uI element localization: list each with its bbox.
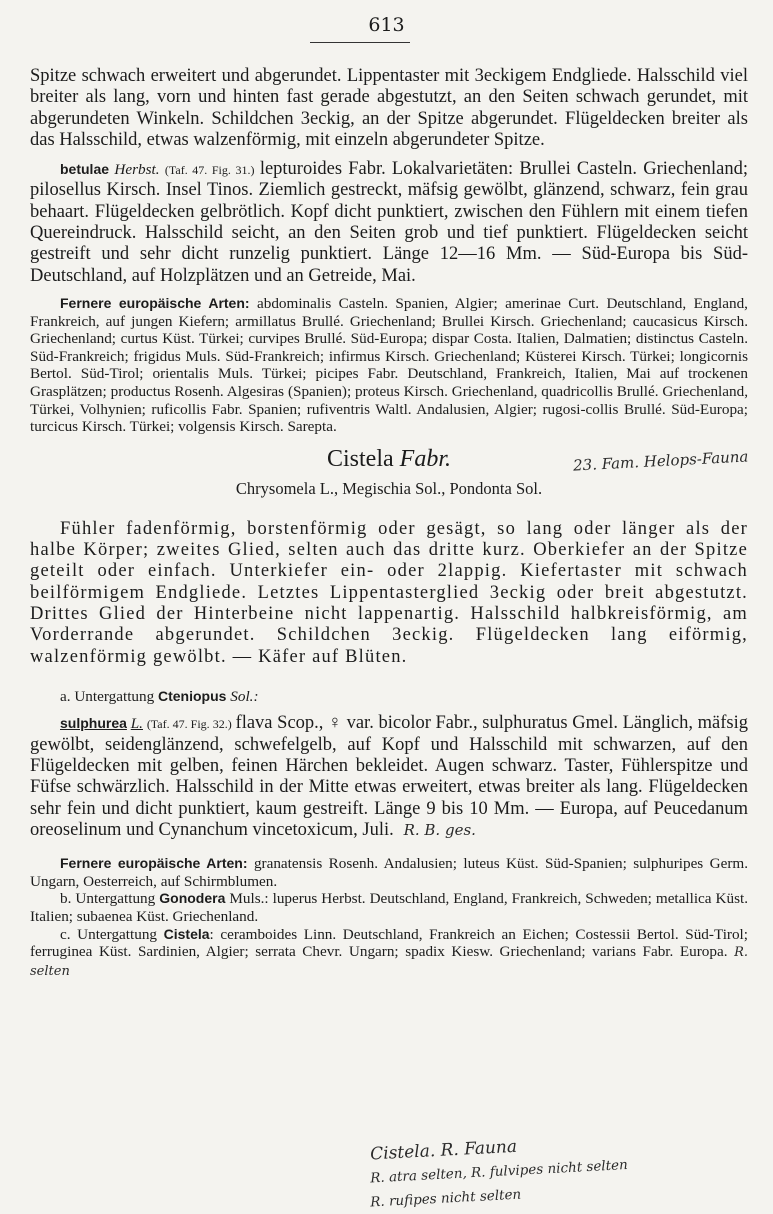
species-name: betulae xyxy=(60,161,110,178)
plate-ref: (Taf. 47. Fig. 32.) xyxy=(146,717,232,732)
genus-heading xyxy=(30,446,748,473)
paragraph-continuation: Spitze schwach erweitert und abgerundet. Lippentaster mit 3eckigem Endgliede. Halsschild viel breiter als lang, vorn und hinten fast gerade abgestutzt, an den Seiten schwach gerundet, mit abgerundeten Winkeln. Schildchen 3eckig, an der Spitze abgerundet. Flügeldecken breiter als das Halsschild, etwas walzenförmig, mit einzeln abgerundeter Spitze. xyxy=(30,66,748,150)
species-description: lepturoides Fabr. Lokalvarietäten: Brullei Casteln. Griechenland; pilosellus Kirsch. Insel Tinos. Ziemlich gestreckt, mäfsig gewölbt, glänzend, schwarz, fein grau behaart. Flügeldecken gelbrötlich. Kopf dicht punktiert, zwischen den Fühlern mit einem tiefen Quereindruck. Halsschild seicht, an den Seiten grob und tief punktiert. Flügeldecken seicht gestreift und sehr dicht runzelig punktiert. Länge 12—16 Mm. — Süd-Europa bis Süd-Deutschland, auf Holzplätzen und an Getreide, Mai. xyxy=(30,159,749,286)
page-body xyxy=(30,66,748,980)
subgenus-a xyxy=(30,688,748,706)
species-sulphurea xyxy=(30,713,748,841)
handwritten-line: Cistela. R. Fauna xyxy=(369,1136,518,1165)
genus-title xyxy=(327,446,451,472)
genus-author: Fabr. xyxy=(399,445,451,472)
page-number-rule xyxy=(310,42,410,43)
further-species-2 xyxy=(30,855,748,890)
handwritten-line: R. atra selten, R. fulvipes nicht selten xyxy=(369,1156,629,1187)
subgenus-c xyxy=(30,926,748,981)
subgenus-species: Muls.: luperus Herbst. Deutschland, England, Frankreich, Schweden; metallica Küst. Italien; subaenea Küst. Griechenland. xyxy=(30,890,749,925)
subgenus-name: Gonodera xyxy=(159,890,226,907)
plate-ref: (Taf. 47. Fig. 31.) xyxy=(164,163,255,178)
species-author: Herbst. xyxy=(114,161,160,179)
handwritten-note: R. B. ges. xyxy=(403,820,476,839)
species-betulae xyxy=(30,159,748,287)
subgenus-name: Cistela xyxy=(163,925,210,942)
handwritten-inline-note: R. selten xyxy=(30,945,748,979)
further-species-list: granatensis Rosenh. Andalusien; luteus Küst. Süd-Spanien; sulphuripes Germ. Ungarn, Oesterreich, auf Schirmblumen. xyxy=(30,855,748,890)
further-species-1 xyxy=(30,295,748,436)
species-name: sulphurea xyxy=(60,715,127,732)
further-species-label: Fernere europäische Arten: xyxy=(60,855,248,872)
species-description: flava Scop., ♀ var. bicolor Fabr., sulphuratus Gmel. Länglich, mäfsig gewölbt, seidenglänzend, schwefelgelb, auf Kopf und Halsschild mit schwarzen, auf den Flügeldecken mit gelben, feinen Härchen bekleidet. Augen schwarz. Taster, Fühlerspitze und Füfse schwärzlich. Halsschild in der Mitte etwas erweitert, etwas breiter als lang. Flügeldecken sehr fein und dicht punktiert, kaum gestreift. Länge 9 bis 10 Mm. — Europa, auf Peucedanum oreoselinum und Cynanchum vincetoxicum, Juli. xyxy=(30,713,749,840)
subgenus-prefix: a. Untergattung xyxy=(60,687,155,705)
subgenus-author: Sol.: xyxy=(230,687,259,705)
genus-description: Fühler fadenförmig, borstenförmig oder gesägt, so lang oder länger als der halbe Körper; zweites Glied, selten auch das dritte kurz. Oberkiefer an der Spitze geteilt oder einfach. Unterkiefer ein- oder 2lappig. Kiefertaster mit schwach beilförmigem Endgliede. Letztes Lippentasterglied 3eckig oder breit abgestutzt. Drittes Glied der Hinterbeine nicht lappenartig. Halsschild halbkreisförmig, am Vorderrande abgerundet. Schildchen 3eckig. Flügeldecken lang eiförmig, walzenförmig gewölbt. — Käfer auf Blüten. xyxy=(30,518,748,667)
species-author: L. xyxy=(130,715,143,733)
handwritten-line: R. rufipes nicht selten xyxy=(369,1186,522,1211)
subgenus-name: Cteniopus xyxy=(158,687,227,704)
subgenus-prefix: b. Untergattung xyxy=(60,890,156,908)
subgenus-b xyxy=(30,890,748,925)
subgenus-prefix: c. Untergattung xyxy=(60,925,158,943)
further-species-list: abdominalis Casteln. Spanien, Algier; amerinae Curt. Deutschland, England, Frankreich, auf jungen Kiefern; armillatus Brullé. Griechenland; Brullei Kirsch. Griechenland; caucasicus Kirsch. Griechenland; curtus Küst. Türkei; curvipes Brullé. Süd-Europa; dispar Costa. Italien, Dalmatien; distinctus Casteln. Süd-Frankreich; frigidus Muls. Süd-Frankreich; infirmus Kirsch. Griechenland; Küsterei Kirsch. Türkei; longicornis Bertol. Süd-Tirol; orientalis Muls. Türkei; picipes Fabr. Deutschland, Frankreich, Italien, Mai auf trockenen Grasplätzen; productus Rosenh. Algesiras (Spanien); proteus Kirsch. Griechenland, quadricollis Brullé. Griechenland, Türkei, Volhynien; ruficollis Fabr. Spanien; rufiventris Waltl. Andalusien, Algier; rugosi-collis Brullé. Süd-Europa; turcicus Kirsch. Türkei; volgensis Kirsch. Sarepta. xyxy=(30,294,748,436)
further-species-label: Fernere europäische Arten: xyxy=(60,294,250,311)
handwritten-notes xyxy=(369,1132,770,1211)
genus-name: Cistela xyxy=(327,445,394,472)
subgenus-species: : ceramboides Linn. Deutschland, Frankreich an Eichen; Costessii Bertol. Süd-Tirol; ferruginea Küst. Sardinien, Algier; serrata Chevr. Ungarn; spadix Kiesw. Griechenland; varians Fabr. Europa. xyxy=(30,925,749,961)
page-number: 613 xyxy=(368,14,405,36)
handwritten-family-note: 23. Fam. Helops-Fauna xyxy=(572,447,749,475)
genus-synonyms: Chrysomela L., Megischia Sol., Pondonta Sol. xyxy=(235,478,543,498)
